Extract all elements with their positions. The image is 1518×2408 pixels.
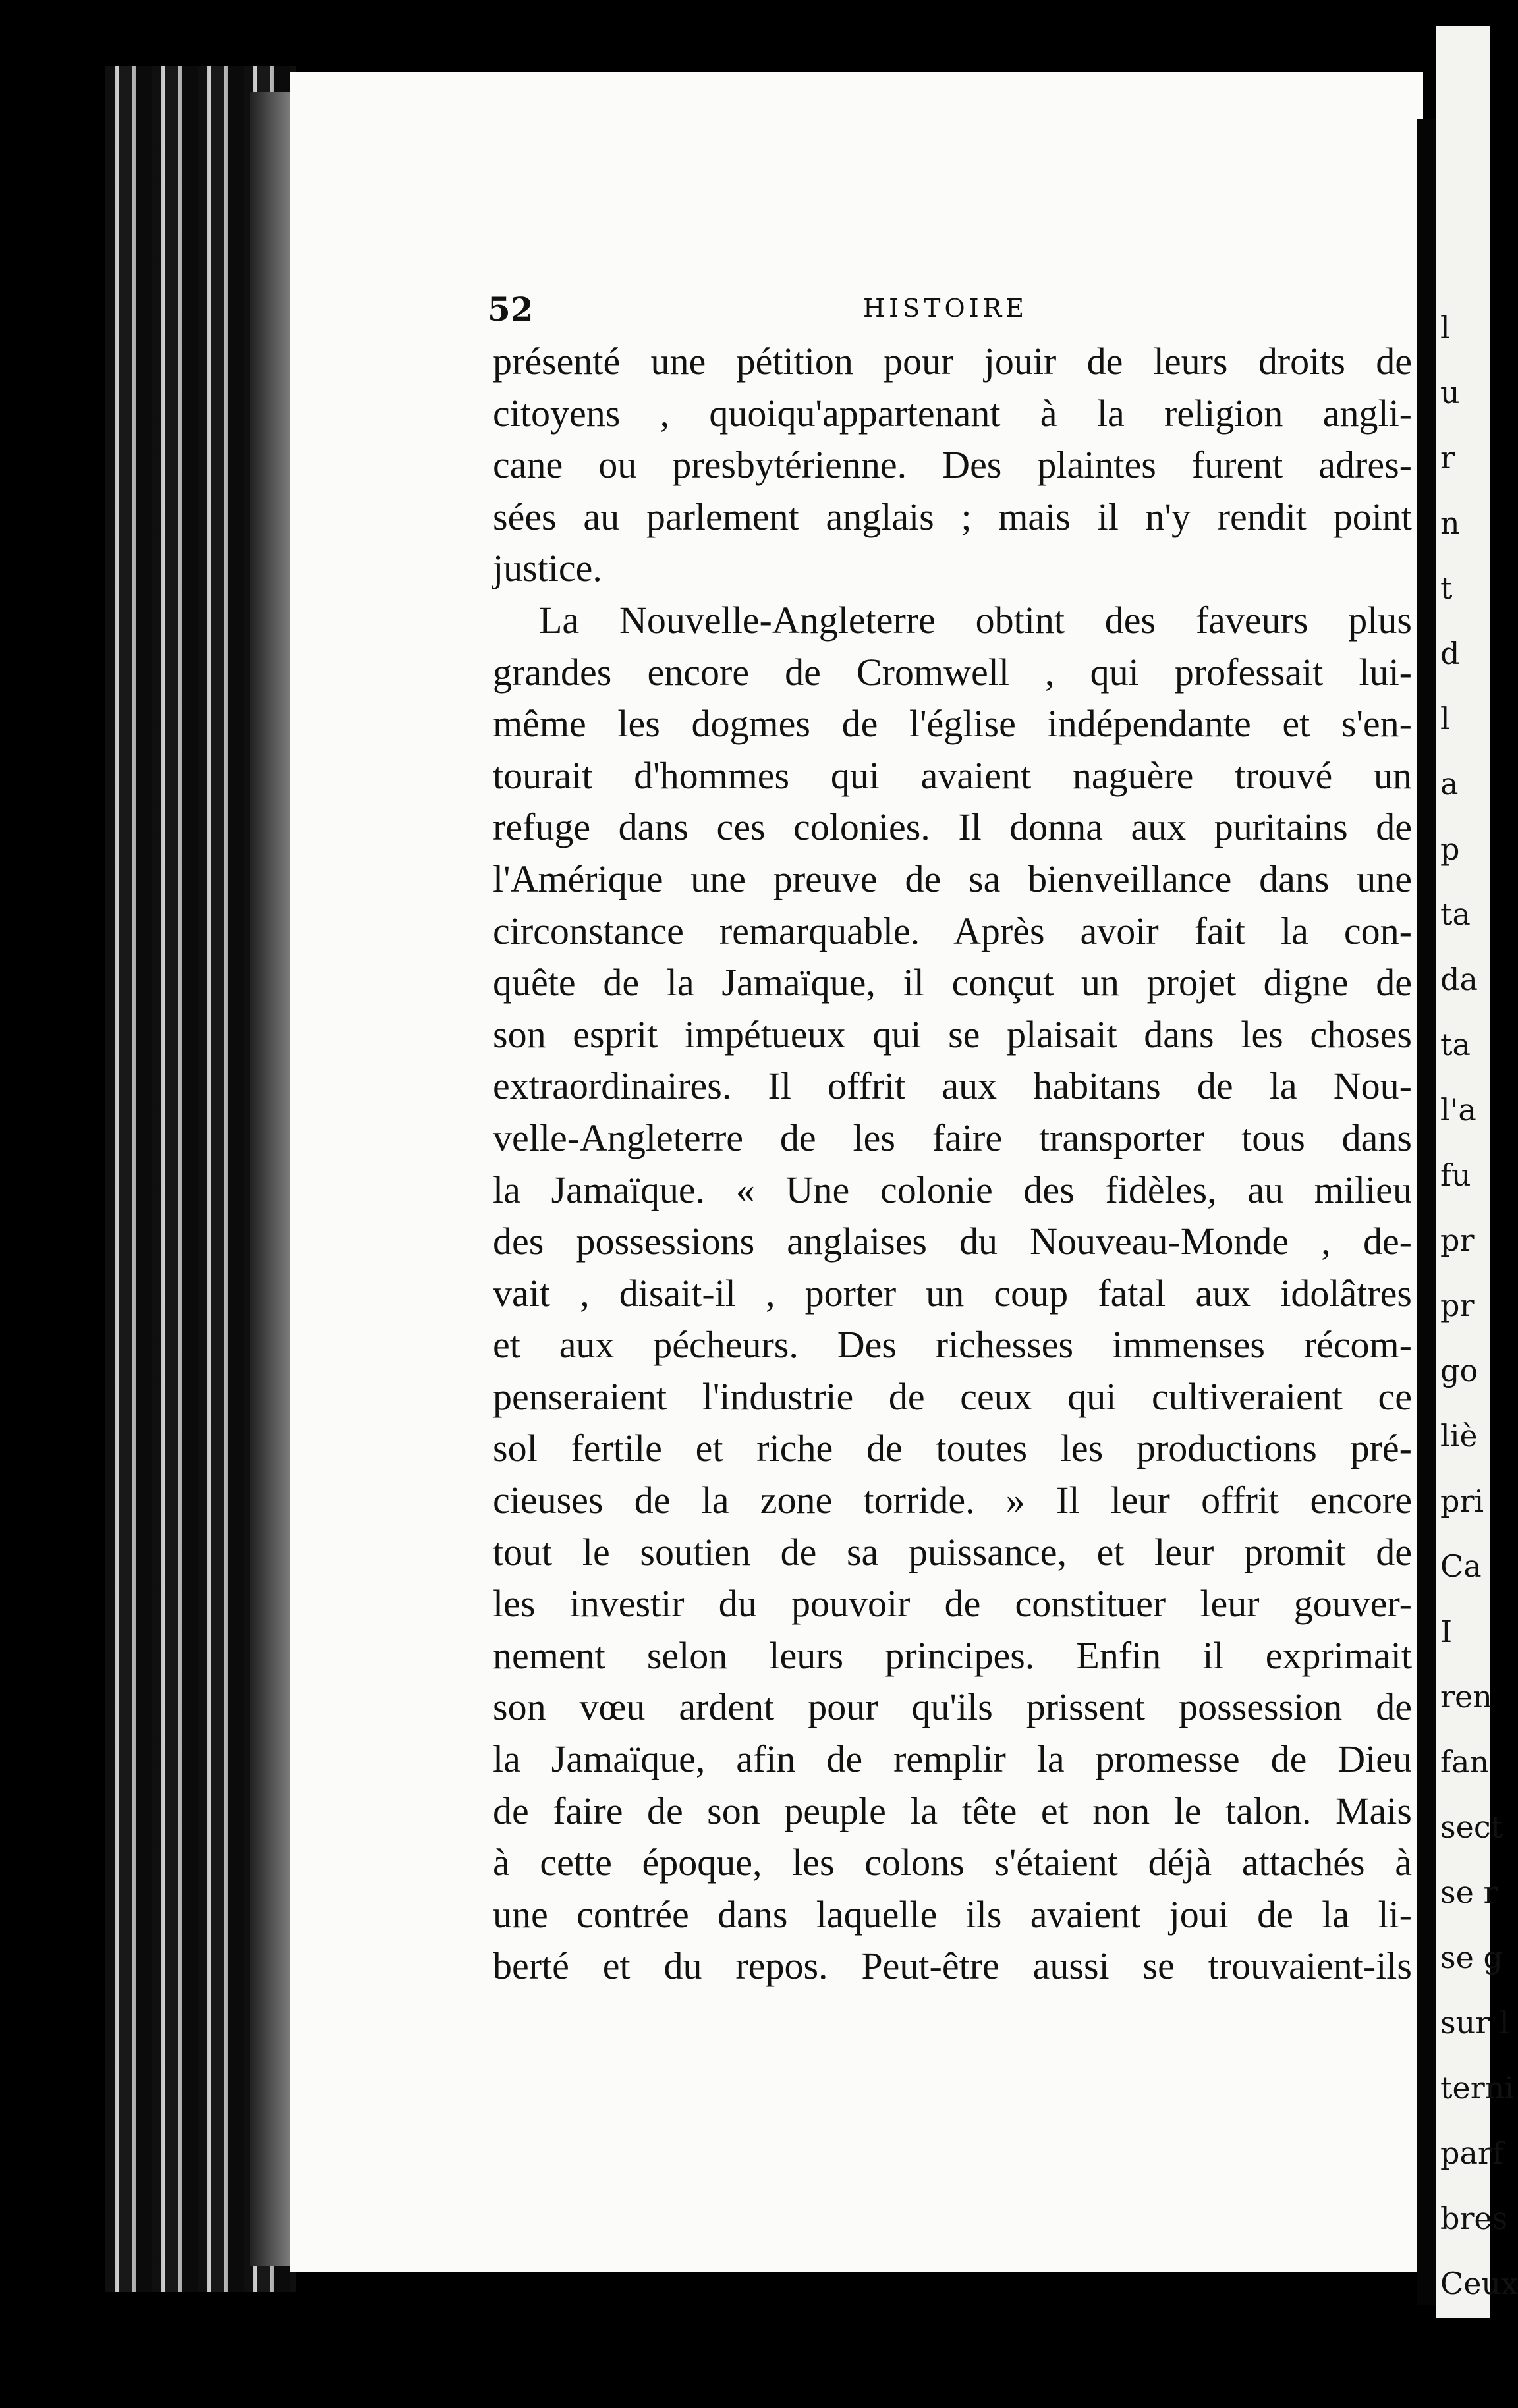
facing-page-fragment: terni (1440, 2070, 1515, 2106)
text-line: sol fertile et riche de toutes les productions pré- (493, 1427, 1412, 1470)
facing-page-fragment: liè (1440, 1418, 1478, 1454)
running-head: HISTOIRE (863, 294, 1028, 323)
text-line: La Nouvelle-Angleterre obtint des faveurs plus (539, 598, 1412, 642)
facing-page-fragment: fan (1440, 1744, 1490, 1780)
facing-page-fragment: sur l (1440, 2005, 1509, 2040)
text-line: même les dogmes de l'église indépendante et s'en- (493, 702, 1412, 746)
text-line: justice. (493, 547, 602, 590)
text-line: l'Amérique une preuve de sa bienveillance dans une (493, 857, 1412, 900)
text-line: vait , disait-il , porter un coup fatal aux idolâtres (493, 1271, 1412, 1315)
facing-page-fragment: se g (1440, 1940, 1503, 1975)
facing-page-fragment: t (1440, 570, 1453, 606)
text-line: une contrée dans laquelle ils avaient joui de la li- (493, 1892, 1412, 1936)
facing-page-fragment: go (1440, 1353, 1478, 1388)
facing-page-fragment: pr (1440, 1222, 1475, 1258)
facing-page-fragment: Ca (1440, 1548, 1482, 1584)
text-line: quête de la Jamaïque, il conçut un projet digne de (493, 961, 1412, 1004)
text-line: présenté une pétition pour jouir de leurs droits de (493, 340, 1412, 383)
page-body-text (493, 336, 1412, 1992)
facing-page-fragment: pri (1440, 1483, 1484, 1519)
facing-page-fragment: ta (1440, 1027, 1471, 1062)
page-header (488, 290, 1410, 336)
facing-page-fragment: l'a (1440, 1092, 1476, 1128)
text-line: à cette époque, les colons s'étaient déjà attachés à (493, 1841, 1412, 1884)
text-line: tout le soutien de sa puissance, et leur promit de (493, 1530, 1412, 1573)
facing-page-fragment: l (1440, 310, 1450, 345)
facing-page-fragment: Ceux (1440, 2266, 1518, 2301)
facing-page-fragment: r (1440, 440, 1455, 476)
text-line: et aux pécheurs. Des richesses immenses récom- (493, 1323, 1412, 1367)
facing-page-sliver (1436, 26, 1518, 2318)
text-line: son esprit impétueux qui se plaisait dans les choses (493, 1012, 1412, 1056)
text-line: de faire de son peuple la tête et non le talon. Mais (493, 1789, 1412, 1832)
facing-page-fragment: ta (1440, 896, 1471, 932)
text-line: citoyens , quoiqu'appartenant à la religion angli- (493, 391, 1412, 435)
facing-page-fragment: parf (1440, 2135, 1504, 2171)
text-line: grandes encore de Cromwell , qui professait lui- (493, 650, 1412, 694)
text-line: penseraient l'industrie de ceux qui cultiveraient ce (493, 1375, 1412, 1418)
facing-page-fragment: bres (1440, 2201, 1508, 2236)
facing-page-fragment: ren (1440, 1679, 1492, 1714)
facing-page-fragment: a (1440, 766, 1459, 802)
facing-page-fragment: p (1440, 831, 1460, 867)
text-line: sées au parlement anglais ; mais il n'y rendit point (493, 495, 1412, 538)
text-line: des possessions anglaises du Nouveau-Monde , de- (493, 1220, 1412, 1263)
facing-page-fragment: se r (1440, 1874, 1498, 1910)
text-line: tourait d'hommes qui avaient naguère trouvé un (493, 753, 1412, 797)
text-line: velle-Angleterre de les faire transporter tous dans (493, 1116, 1412, 1159)
text-line: la Jamaïque, afin de remplir la promesse de Dieu (493, 1738, 1412, 1781)
facing-page-fragment: I (1440, 1614, 1453, 1649)
facing-page-fragment: da (1440, 962, 1478, 997)
facing-page-fragment: u (1440, 375, 1460, 410)
text-line: les investir du pouvoir de constituer leur gouver- (493, 1582, 1412, 1626)
facing-page-fragment: l (1440, 701, 1450, 736)
text-line: refuge dans ces colonies. Il donna aux puritains de (493, 806, 1412, 849)
text-line: berté et du repos. Peut-être aussi se trouvaient-ils (493, 1944, 1412, 1988)
text-line: son vœu ardent pour qu'ils prissent possession de (493, 1685, 1412, 1729)
page-number: 52 (488, 290, 534, 329)
text-line: la Jamaïque. « Une colonie des fidèles, au milieu (493, 1168, 1412, 1211)
facing-page-fragment: n (1440, 505, 1460, 541)
facing-page-fragment: d (1440, 636, 1460, 671)
facing-page-fragment: sect (1440, 1809, 1504, 1845)
text-line: cieuses de la zone torride. » Il leur offrit encore (493, 1479, 1412, 1522)
text-line: circonstance remarquable. Après avoir fait la con- (493, 909, 1412, 952)
text-line: extraordinaires. Il offrit aux habitans de la Nou- (493, 1064, 1412, 1108)
facing-page-fragment: fu (1440, 1157, 1471, 1193)
facing-page-fragment: pr (1440, 1288, 1475, 1323)
text-line: nement selon leurs principes. Enfin il exprimait (493, 1633, 1412, 1677)
text-line: cane ou presbytérienne. Des plaintes furent adres- (493, 443, 1412, 487)
